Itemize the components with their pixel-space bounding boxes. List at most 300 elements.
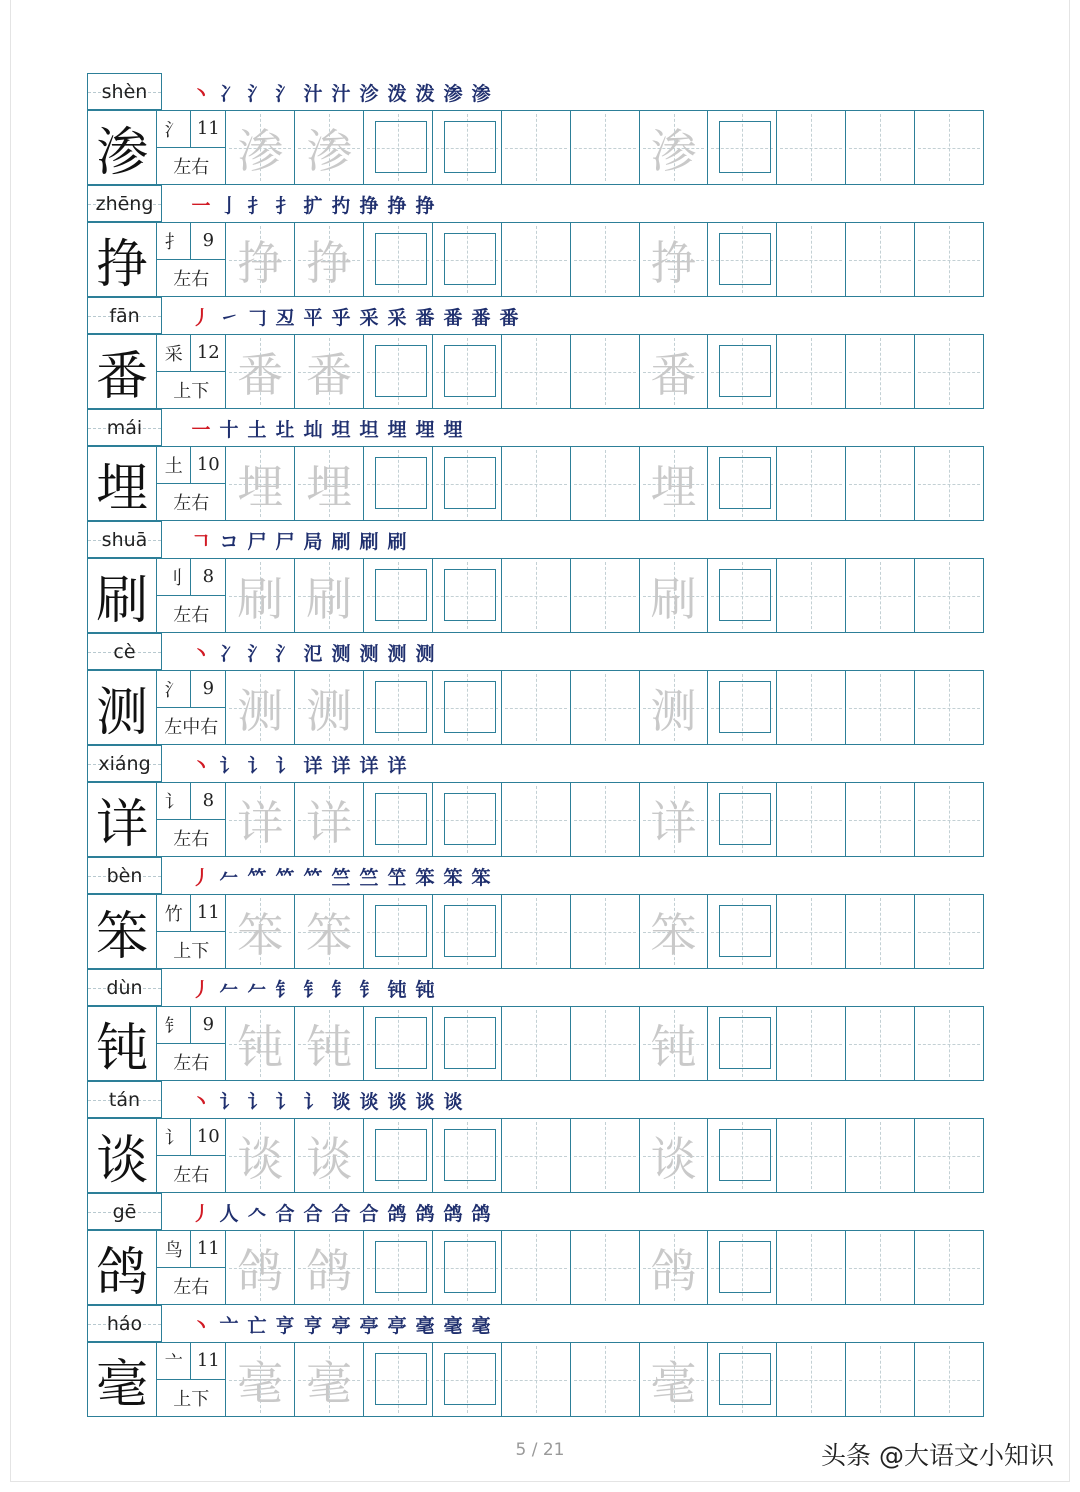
pinyin-text: bèn (106, 864, 143, 887)
stroke-step: 扩 (303, 194, 323, 217)
writing-grid-row (87, 1118, 984, 1193)
radical: 氵 (157, 111, 191, 147)
practice-cell (502, 895, 571, 968)
practice-cell (502, 783, 571, 856)
stroke-step: 鸽 (471, 1202, 491, 1225)
trace-cell: 详 (226, 783, 295, 856)
stroke-step: 丿 (191, 306, 211, 329)
stroke-step: 渗 (443, 82, 463, 105)
practice-cell (915, 1119, 984, 1192)
practice-cell-boxed (708, 1007, 777, 1080)
structure: 上下 (173, 940, 210, 962)
writing-grid-row (87, 1342, 984, 1417)
practice-cell (502, 223, 571, 296)
stroke-step: 埋 (443, 418, 463, 441)
stroke-step: 丶 (191, 1314, 211, 1337)
pinyin-cell (87, 297, 162, 334)
trace-cell: 钝 (295, 1007, 364, 1080)
practice-cell (777, 1119, 846, 1192)
trace-cell: 谈 (295, 1119, 364, 1192)
stroke-step: 亭 (359, 1314, 379, 1337)
pinyin-row (87, 633, 984, 670)
stroke-step: 番 (415, 306, 435, 329)
trace-cell: 笨 (226, 895, 295, 968)
practice-cell (571, 223, 640, 296)
practice-cell (571, 1007, 640, 1080)
stroke-step: 讠 (247, 754, 267, 777)
practice-cell-boxed (708, 447, 777, 520)
pinyin-cell (87, 1305, 162, 1342)
trace-cell: 挣 (226, 223, 295, 296)
stroke-count: 10 (196, 1126, 220, 1148)
stroke-step: 毫 (443, 1314, 463, 1337)
practice-cell (915, 223, 984, 296)
stroke-step: 氵 (275, 82, 295, 105)
practice-cell-boxed (708, 559, 777, 632)
watermark: 头条 @大语文小知识 (821, 1441, 1054, 1470)
practice-cell (502, 1343, 571, 1416)
stroke-step: 钅 (303, 978, 323, 1001)
stroke-step: 谈 (387, 1090, 407, 1113)
practice-cell (846, 671, 915, 744)
stroke-step: 合 (275, 1202, 295, 1225)
pinyin-text: shuā (101, 528, 148, 551)
writing-grid-row (87, 334, 984, 409)
stroke-order (187, 972, 439, 1004)
practice-cell (846, 223, 915, 296)
stroke-order (187, 188, 439, 220)
stroke-step: 𠃌 (247, 306, 267, 329)
radical: 扌 (157, 223, 191, 259)
stroke-step: 钝 (415, 978, 435, 1001)
practice-cell (846, 1231, 915, 1304)
pinyin-row (87, 1081, 984, 1118)
practice-cell-boxed (433, 1007, 502, 1080)
practice-cell-boxed (433, 671, 502, 744)
practice-cell (502, 447, 571, 520)
practice-cell (571, 895, 640, 968)
stroke-step: 𥫗 (275, 866, 295, 889)
practice-cell-boxed (364, 111, 433, 184)
pinyin-row (87, 857, 984, 894)
structure: 上下 (173, 1388, 210, 1410)
pinyin-cell (87, 633, 162, 670)
pinyin-row (87, 521, 984, 558)
practice-cell-boxed (433, 111, 502, 184)
pinyin-cell (87, 521, 162, 558)
trace-cell: 谈 (226, 1119, 295, 1192)
stroke-step: 乎 (331, 306, 351, 329)
stroke-step: 十 (219, 418, 239, 441)
main-character: 谈 (88, 1119, 157, 1192)
stroke-step: 刷 (387, 530, 407, 553)
character-info (157, 335, 226, 408)
stroke-count: 8 (202, 566, 215, 588)
practice-cell-boxed (433, 1119, 502, 1192)
practice-cell (571, 1343, 640, 1416)
trace-cell: 测 (640, 671, 709, 744)
stroke-order (187, 412, 467, 444)
writing-grid-row (87, 670, 984, 745)
stroke-step: 笨 (443, 866, 463, 889)
character-entry (87, 409, 984, 521)
stroke-count: 11 (196, 1238, 220, 1260)
trace-cell: 渗 (295, 111, 364, 184)
practice-cell (915, 447, 984, 520)
trace-cell: 埋 (640, 447, 709, 520)
trace-cell: 测 (226, 671, 295, 744)
structure: 上下 (173, 380, 210, 402)
trace-cell: 鸽 (295, 1231, 364, 1304)
practice-cell-boxed (708, 783, 777, 856)
stroke-order (187, 636, 439, 668)
trace-cell: 详 (640, 783, 709, 856)
stroke-step: 谈 (415, 1090, 435, 1113)
stroke-step: 丿 (191, 1202, 211, 1225)
stroke-step: 尸 (275, 530, 295, 553)
character-info (157, 783, 226, 856)
stroke-step: 丶 (191, 754, 211, 777)
writing-grid-row (87, 782, 984, 857)
stroke-step: 亅 (219, 194, 239, 217)
stroke-step: 坦 (331, 418, 351, 441)
practice-cell (777, 671, 846, 744)
practice-cell (571, 111, 640, 184)
practice-cell (846, 1119, 915, 1192)
stroke-step: 鸽 (387, 1202, 407, 1225)
pinyin-text: shèn (101, 80, 148, 103)
trace-cell: 挣 (295, 223, 364, 296)
character-entry (87, 1305, 984, 1417)
stroke-step: 讠 (275, 1090, 295, 1113)
practice-cell (846, 895, 915, 968)
practice-sheet (87, 73, 984, 1417)
writing-grid-row (87, 110, 984, 185)
stroke-order (187, 300, 523, 332)
stroke-step: 鸽 (415, 1202, 435, 1225)
stroke-order (187, 1084, 467, 1116)
stroke-count: 8 (202, 790, 215, 812)
main-character: 刷 (88, 559, 157, 632)
stroke-step: 丶 (191, 82, 211, 105)
trace-cell: 挣 (640, 223, 709, 296)
radical: 钅 (157, 1007, 191, 1043)
stroke-step: 人 (219, 1202, 239, 1225)
stroke-step: 亭 (387, 1314, 407, 1337)
pinyin-row (87, 297, 984, 334)
pinyin-row (87, 185, 984, 222)
practice-cell-boxed (364, 1007, 433, 1080)
stroke-step: 合 (359, 1202, 379, 1225)
radical: 氵 (157, 671, 191, 707)
practice-cell-boxed (708, 671, 777, 744)
practice-cell (502, 671, 571, 744)
stroke-step: 𥫗 (303, 866, 323, 889)
stroke-step: 刷 (359, 530, 379, 553)
stroke-step: 挣 (359, 194, 379, 217)
stroke-order (187, 524, 411, 556)
practice-cell-boxed (708, 1119, 777, 1192)
radical: 采 (157, 335, 191, 371)
stroke-step: 冫 (219, 642, 239, 665)
stroke-step: 鸽 (443, 1202, 463, 1225)
stroke-step: 测 (415, 642, 435, 665)
stroke-order (187, 1308, 495, 1340)
character-info (157, 1343, 226, 1416)
stroke-step: 毫 (415, 1314, 435, 1337)
stroke-step: 钝 (387, 978, 407, 1001)
character-entry (87, 1081, 984, 1193)
trace-cell: 毫 (640, 1343, 709, 1416)
stroke-step: 局 (303, 530, 323, 553)
stroke-step: 土 (247, 418, 267, 441)
pinyin-text: xiáng (98, 752, 151, 775)
trace-cell: 埋 (226, 447, 295, 520)
stroke-step: 亭 (331, 1314, 351, 1337)
stroke-order (187, 76, 495, 108)
practice-cell (502, 335, 571, 408)
character-entry (87, 185, 984, 297)
trace-cell: 毫 (226, 1343, 295, 1416)
stroke-step: 氾 (303, 642, 323, 665)
pinyin-text: tán (108, 1088, 141, 1111)
writing-grid-row (87, 1006, 984, 1081)
stroke-step: 竺 (331, 866, 351, 889)
character-info (157, 447, 226, 520)
practice-cell (502, 559, 571, 632)
practice-cell-boxed (364, 335, 433, 408)
stroke-step: 钅 (275, 978, 295, 1001)
practice-cell (915, 1343, 984, 1416)
radical: 刂 (157, 559, 191, 595)
stroke-step: 丒 (275, 306, 295, 329)
character-info (157, 1119, 226, 1192)
practice-cell (846, 1007, 915, 1080)
practice-cell (846, 335, 915, 408)
practice-cell-boxed (364, 1119, 433, 1192)
character-entry (87, 73, 984, 185)
pinyin-row (87, 1305, 984, 1342)
radical: 土 (157, 447, 191, 483)
writing-grid-row (87, 222, 984, 297)
stroke-step: 泼 (387, 82, 407, 105)
stroke-step: 亡 (247, 1314, 267, 1337)
practice-cell (915, 111, 984, 184)
stroke-count: 9 (202, 1014, 215, 1036)
stroke-step: 丶 (191, 642, 211, 665)
practice-cell-boxed (708, 223, 777, 296)
stroke-step: 亨 (275, 1314, 295, 1337)
stroke-step: 圸 (303, 418, 323, 441)
pinyin-text: dùn (106, 976, 143, 999)
writing-grid-row (87, 1230, 984, 1305)
practice-cell-boxed (433, 559, 502, 632)
practice-cell-boxed (433, 895, 502, 968)
stroke-step: 详 (359, 754, 379, 777)
stroke-step: 扚 (331, 194, 351, 217)
stroke-step: 谈 (443, 1090, 463, 1113)
stroke-step: 亨 (303, 1314, 323, 1337)
character-info (157, 1007, 226, 1080)
practice-cell (777, 1231, 846, 1304)
character-entry (87, 857, 984, 969)
stroke-step: 笨 (471, 866, 491, 889)
stroke-step: 谈 (359, 1090, 379, 1113)
trace-cell: 番 (226, 335, 295, 408)
stroke-count: 11 (196, 1350, 220, 1372)
stroke-step: 合 (331, 1202, 351, 1225)
practice-cell (777, 783, 846, 856)
trace-cell: 钝 (226, 1007, 295, 1080)
main-character: 挣 (88, 223, 157, 296)
trace-cell: 鸽 (226, 1231, 295, 1304)
trace-cell: 详 (295, 783, 364, 856)
stroke-step: 沴 (359, 82, 379, 105)
practice-cell (777, 335, 846, 408)
trace-cell: 测 (295, 671, 364, 744)
pinyin-cell (87, 745, 162, 782)
practice-cell-boxed (364, 223, 433, 296)
practice-cell (777, 1007, 846, 1080)
stroke-step: 挣 (415, 194, 435, 217)
practice-cell-boxed (433, 223, 502, 296)
stroke-step: 圵 (275, 418, 295, 441)
pinyin-row (87, 409, 984, 446)
trace-cell: 谈 (640, 1119, 709, 1192)
trace-cell: 笨 (640, 895, 709, 968)
stroke-step: 测 (387, 642, 407, 665)
practice-cell (502, 1231, 571, 1304)
trace-cell: 刷 (640, 559, 709, 632)
character-info (157, 671, 226, 744)
pinyin-cell (87, 1193, 162, 1230)
trace-cell: 笨 (295, 895, 364, 968)
structure: 左右 (173, 492, 210, 514)
stroke-step: 渗 (471, 82, 491, 105)
pinyin-cell (87, 857, 162, 894)
character-info (157, 111, 226, 184)
stroke-step: 一 (191, 418, 211, 441)
pinyin-text: zhēng (95, 192, 154, 215)
stroke-step: 笨 (415, 866, 435, 889)
practice-cell (502, 1007, 571, 1080)
practice-cell-boxed (364, 559, 433, 632)
pinyin-cell (87, 185, 162, 222)
character-info (157, 559, 226, 632)
stroke-order (187, 748, 411, 780)
stroke-count: 10 (196, 454, 220, 476)
practice-cell (571, 447, 640, 520)
practice-cell-boxed (433, 335, 502, 408)
stroke-step: 汁 (303, 82, 323, 105)
main-character: 毫 (88, 1343, 157, 1416)
writing-grid-row (87, 446, 984, 521)
practice-cell (571, 671, 640, 744)
stroke-step: 详 (387, 754, 407, 777)
stroke-step: 埋 (387, 418, 407, 441)
stroke-step: 讠 (219, 1090, 239, 1113)
radical: 讠 (157, 1119, 191, 1155)
stroke-order (187, 1196, 495, 1228)
stroke-step: 竺 (359, 866, 379, 889)
practice-cell-boxed (433, 447, 502, 520)
stroke-step: 氵 (247, 642, 267, 665)
practice-cell-boxed (708, 1343, 777, 1416)
stroke-step: 泼 (415, 82, 435, 105)
radical: 讠 (157, 783, 191, 819)
structure: 左右 (173, 1276, 210, 1298)
stroke-step: 测 (359, 642, 379, 665)
practice-cell-boxed (364, 1343, 433, 1416)
stroke-count: 11 (196, 118, 220, 140)
practice-cell (571, 1231, 640, 1304)
stroke-step: 坦 (359, 418, 379, 441)
stroke-step: 合 (303, 1202, 323, 1225)
practice-cell (846, 559, 915, 632)
stroke-step: 钅 (331, 978, 351, 1001)
main-character: 番 (88, 335, 157, 408)
practice-cell (777, 1343, 846, 1416)
stroke-count: 9 (202, 230, 215, 252)
stroke-step: 详 (303, 754, 323, 777)
structure: 左右 (173, 1164, 210, 1186)
character-info (157, 1231, 226, 1304)
practice-cell (777, 223, 846, 296)
stroke-step: 测 (331, 642, 351, 665)
stroke-step: 𠃍 (191, 530, 211, 553)
practice-cell-boxed (364, 783, 433, 856)
trace-cell: 刷 (295, 559, 364, 632)
practice-cell-boxed (364, 447, 433, 520)
practice-cell (571, 1119, 640, 1192)
practice-cell (777, 895, 846, 968)
character-entry (87, 633, 984, 745)
character-info (157, 895, 226, 968)
trace-cell: 毫 (295, 1343, 364, 1416)
structure: 左右 (173, 828, 210, 850)
practice-cell (777, 111, 846, 184)
practice-cell (915, 1007, 984, 1080)
stroke-step: 番 (499, 306, 519, 329)
structure: 左右 (173, 1052, 210, 1074)
stroke-step: 挣 (387, 194, 407, 217)
character-entry (87, 969, 984, 1081)
practice-cell (846, 111, 915, 184)
stroke-step: 毫 (471, 1314, 491, 1337)
stroke-step: 𠂉 (219, 978, 239, 1001)
practice-cell-boxed (708, 335, 777, 408)
radical: 亠 (157, 1343, 191, 1379)
practice-cell-boxed (708, 111, 777, 184)
main-character: 钝 (88, 1007, 157, 1080)
writing-grid-row (87, 558, 984, 633)
pinyin-cell (87, 409, 162, 446)
pinyin-cell (87, 73, 162, 110)
stroke-step: 丿 (191, 866, 211, 889)
practice-cell-boxed (364, 1231, 433, 1304)
practice-cell (915, 895, 984, 968)
stroke-step: 讠 (247, 1090, 267, 1113)
practice-cell-boxed (708, 895, 777, 968)
stroke-step: 冫 (219, 82, 239, 105)
character-entry (87, 1193, 984, 1305)
trace-cell: 刷 (226, 559, 295, 632)
character-info (157, 223, 226, 296)
pinyin-row (87, 745, 984, 782)
stroke-step: 丶 (191, 1090, 211, 1113)
main-character: 测 (88, 671, 157, 744)
stroke-step: ㇀ (219, 306, 239, 329)
